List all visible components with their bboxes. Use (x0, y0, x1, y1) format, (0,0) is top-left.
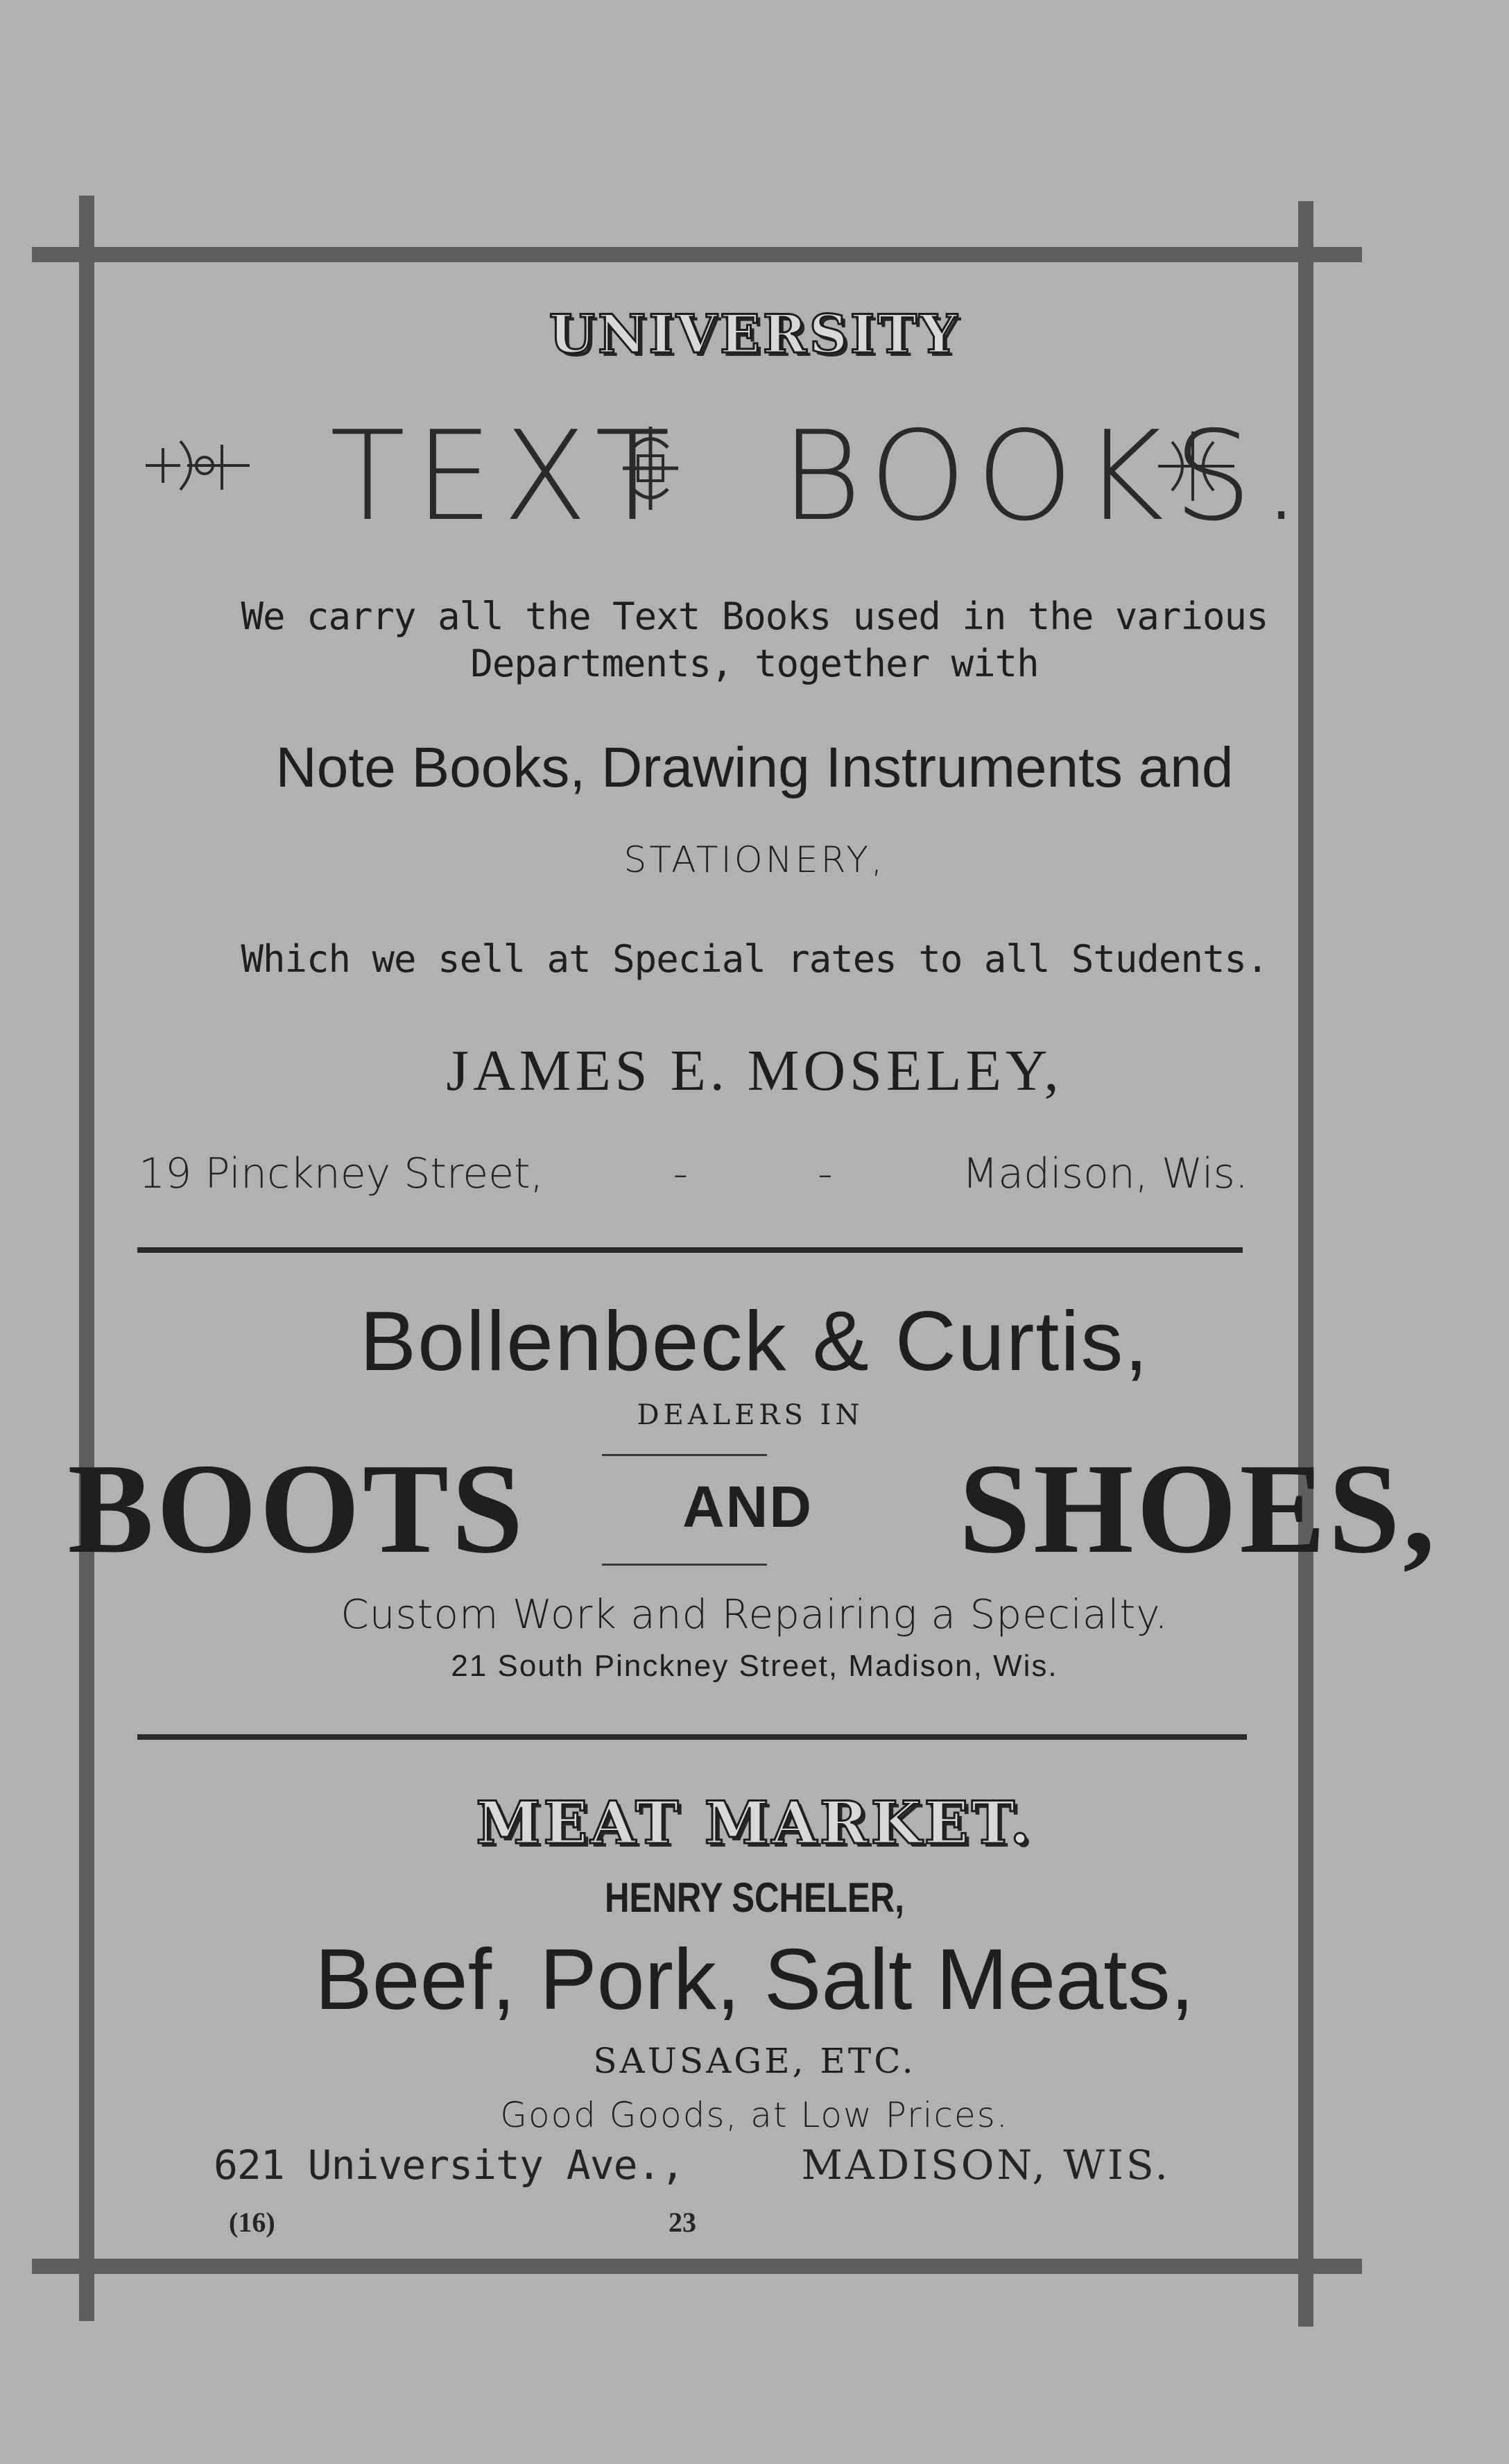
section-divider (137, 1247, 1243, 1253)
specialty-line: Custom Work and Repairing a Specialty. (340, 1591, 1169, 1638)
title-word-text: TEXT (329, 404, 680, 548)
meat-market-heading: MEAT MARKET. (476, 1788, 1033, 1857)
address-dash: - (673, 1149, 689, 1198)
meat-address-city: MADISON, WIS. (801, 2141, 1171, 2189)
products-line: Note Books, Drawing Instruments and (275, 736, 1234, 799)
address-dash: - (818, 1149, 833, 1198)
ad3-address-row (214, 2141, 1171, 2189)
dealers-in-label: DEALERS IN (637, 1399, 864, 1431)
intro-line-1: We carry all the Text Books used in the various (241, 594, 1268, 638)
meat-extras: SAUSAGE, ETC. (593, 2041, 916, 2081)
title-word-books: BOOKS. (781, 404, 1311, 548)
meat-products: Beef, Pork, Salt Meats, (314, 1932, 1195, 2028)
frame-bottom-bar (32, 2259, 1362, 2274)
stationery-line: STATIONERY, (623, 839, 886, 881)
frame-top-bar (32, 247, 1362, 262)
ad1-address-row (139, 1149, 1248, 1198)
ad2-address: 21 South Pinckney Street, Madison, Wis. (451, 1649, 1058, 1683)
intro-line-2: Departments, together with (470, 642, 1039, 685)
page-number: 23 (669, 2207, 696, 2238)
shoes-word: SHOES, (958, 1437, 1438, 1580)
meat-proprietor: HENRY SCHELER, (605, 1874, 904, 1921)
and-word: AND (682, 1474, 813, 1539)
address-city: Madison, Wis. (962, 1149, 1248, 1198)
university-heading: UNIVERSITY (549, 303, 960, 365)
firm-name: Bollenbeck & Curtis, (359, 1294, 1150, 1388)
address-street: 19 Pinckney Street, (139, 1149, 544, 1198)
meat-slogan: Good Goods, at Low Prices. (500, 2095, 1009, 2135)
right-flourish-icon (1151, 425, 1241, 508)
boots-word: BOOTS (67, 1437, 526, 1580)
offer-line: Which we sell at Special rates to all Students. (241, 937, 1268, 981)
section-divider (137, 1734, 1247, 1740)
footer-left-number: (16) (229, 2207, 275, 2238)
proprietor-name: JAMES E. MOSELEY, (446, 1038, 1063, 1103)
meat-address-street: 621 University Ave., (214, 2141, 684, 2189)
